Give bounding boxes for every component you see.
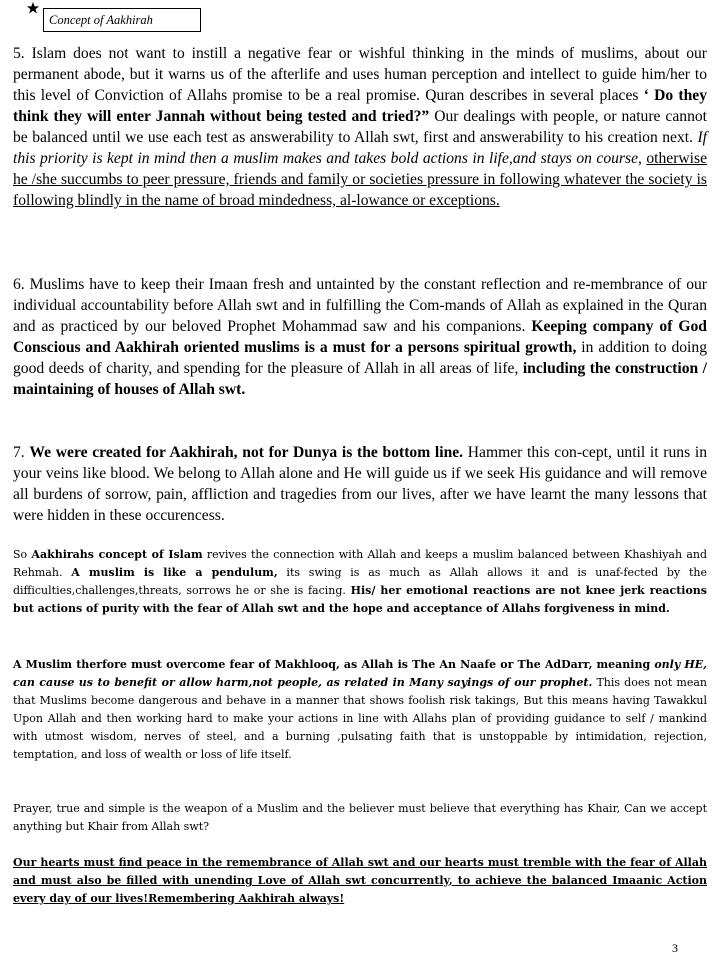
bold-text: His/ her emotional reactions are not knee jerk reactions but actions of purity with the fear of Allah swt and the hope and acceptance of Allahs forgiveness in mind. <box>13 584 707 615</box>
bold-text: including the construction / maintaining of houses of Allah swt. <box>13 360 707 398</box>
bold-text: A Muslim therfore must overcome fear of Makhlooq, as Allah is The An Naafe or The AdDarr, meaning <box>13 658 655 671</box>
text-run: in addition to doing good deeds of charity, and spending for the pleasure of Allah in all areas of life, <box>13 339 707 377</box>
bold-text: Keeping company of God Conscious and Aakhirah oriented muslims is a must for a persons spiritual growth, <box>13 318 707 356</box>
paragraph-prayer <box>13 800 707 836</box>
crescent-star-icon <box>0 1 46 35</box>
text-run: So <box>13 548 32 561</box>
text-run: revives the connection with Allah and keeps a muslim balanced between Khashiyah and Rehmah. <box>13 548 708 579</box>
text-run: Prayer, true and simple is the weapon of a Muslim and the believer must believe that everything has Khair, Can we accept anything but Khair from Allah swt? <box>13 802 707 833</box>
bold-text: A muslim is like a pendulum, <box>71 566 278 579</box>
page-number: 3 <box>672 941 678 955</box>
bold-text: Aakhirahs concept of Islam <box>31 548 203 561</box>
italic-text: If this priority is kept in mind then a muslim makes and takes bold actions in life,and stays on course, <box>13 129 707 167</box>
paragraph-overcome-fear <box>13 656 707 764</box>
paragraph-hearts <box>13 854 707 908</box>
paragraph-islam-concept <box>13 546 707 618</box>
page-title: Concept of Aakhirah <box>43 8 201 32</box>
bold-text: We were created for Aakhirah, not for Dunya is the bottom line. <box>29 444 464 461</box>
bold-italic-text: only HE, can cause us to benefit or allow harm,not people, as related in Many sayings of our prophet. <box>13 658 707 689</box>
bold-underlined-text: Our hearts must find peace in the remembrance of Allah swt and our hearts must tremble with the fear of Allah and must also be filled with unending Love of Allah swt concurrently, to achieve the balanced Imaanic Action every day of our lives!Remembering Aakhirah always! <box>13 856 707 905</box>
text-run: This does not mean that Muslims become dangerous and behave in a manner that shows foolish risk takings, But this means having Tawakkul Upon Allah and then working hard to make your actions in line with Allahs plan of providing guidance to self / mankind with utmost wisdom, nerves of steel, and a burning ,pulsating faith that is unstoppable by intimidation, rejection, temptation, and loss of wealth or loss of life itself. <box>13 676 707 761</box>
paragraph-6 <box>13 274 707 400</box>
bold-quote: ‘ Do they think they will enter Jannah without being tested and tried?” <box>13 87 707 125</box>
text-run: its swing is as much as Allah allows it and is unaf-fected by the difficulties,challenges,threats, sorrows he or she is facing. <box>13 566 707 597</box>
text-run: 7. <box>13 444 30 461</box>
text-run: 5. Islam does not want to instill a negative fear or wishful thinking in the minds of muslims, about our permanent abode, but it warns us of the afterlife and uses human perception and intellect to guide him/her to this level of Conviction of Allahs promise to be a real promise. Quran describes in several places <box>13 45 707 104</box>
paragraph-7 <box>13 442 707 526</box>
text-run: Our dealings with people, or nature cannot be balanced until we use each test as answerability to Allah swt, first and answerability to his creation next. <box>13 108 707 146</box>
text-run: 6. Muslims have to keep their Imaan fresh and untainted by the constant reflection and re-membrance of our individual accountability before Allah swt and in fulfilling the Com-mands of Allah as explained in the Quran and as practiced by our beloved Prophet Mohammad saw and his companions. <box>13 276 707 335</box>
text-run: Hammer this con-cept, until it runs in your veins like blood. We belong to Allah alone and He will guide us if we seek His guidance and will remove all burdens of sorrow, pain, affliction and tragedies from our lives, after we have learnt the many lessons that were hidden in these occurencess. <box>13 444 707 524</box>
underlined-text: otherwise he /she succumbs to peer pressure, friends and family or societies pressure in following whatever the society is following blindly in the name of broad mindedness, al-lowance or exceptions. <box>13 150 707 209</box>
paragraph-5 <box>13 43 707 211</box>
